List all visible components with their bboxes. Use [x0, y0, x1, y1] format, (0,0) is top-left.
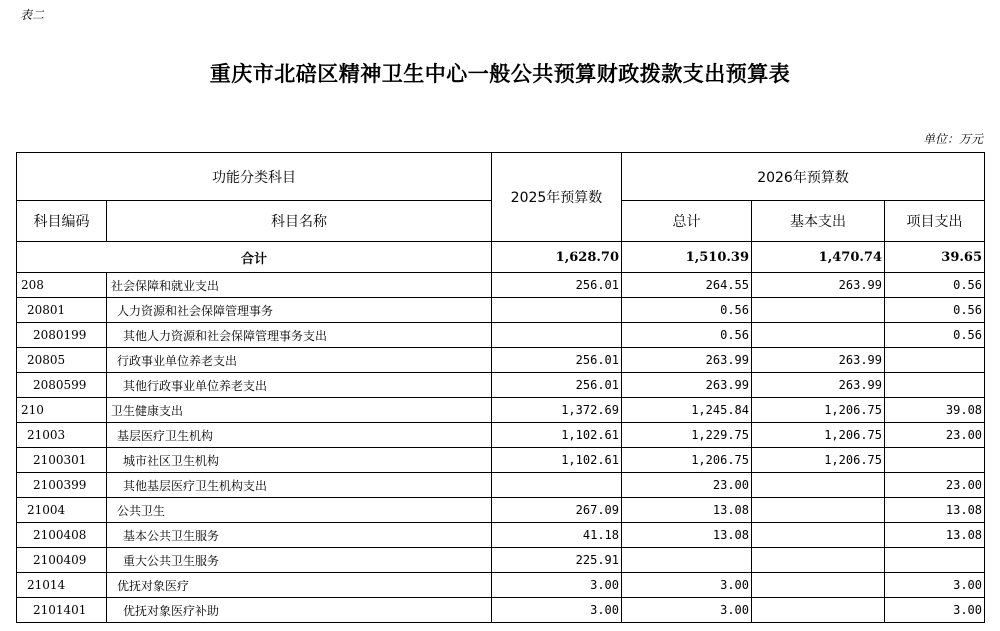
table-row	[17, 523, 985, 548]
row-project: 13.08	[885, 523, 985, 548]
page-title: 重庆市北碚区精神卫生中心一般公共预算财政拨款支出预算表	[209, 61, 791, 86]
row-code: 21003	[17, 423, 107, 448]
row-prev-budget: 3.00	[492, 598, 622, 623]
row-total: 0.56	[622, 298, 752, 323]
row-name: 其他行政事业单位养老支出	[107, 373, 492, 398]
row-basic: 263.99	[752, 348, 885, 373]
total-label: 合计	[17, 242, 492, 273]
row-name: 行政事业单位养老支出	[107, 348, 492, 373]
row-basic	[752, 548, 885, 573]
row-total: 1,245.84	[622, 398, 752, 423]
row-total: 263.99	[622, 348, 752, 373]
table-row	[17, 273, 985, 298]
row-project: 0.56	[885, 323, 985, 348]
project-header: 项目支出	[885, 201, 985, 242]
table-row	[17, 348, 985, 373]
cur-budget-header: 2026年预算数	[622, 153, 985, 201]
row-basic	[752, 298, 885, 323]
row-project	[885, 373, 985, 398]
total-total: 1,510.39	[622, 242, 752, 273]
row-basic	[752, 323, 885, 348]
row-prev-budget: 256.01	[492, 348, 622, 373]
total-project: 39.65	[885, 242, 985, 273]
name-header: 科目名称	[107, 201, 492, 242]
row-total: 1,206.75	[622, 448, 752, 473]
row-name: 优抚对象医疗补助	[107, 598, 492, 623]
row-basic	[752, 573, 885, 598]
row-code: 2080199	[17, 323, 107, 348]
row-total: 264.55	[622, 273, 752, 298]
table-row	[17, 398, 985, 423]
row-project: 0.56	[885, 298, 985, 323]
row-name: 社会保障和就业支出	[107, 273, 492, 298]
row-code: 21004	[17, 498, 107, 523]
row-code: 2080599	[17, 373, 107, 398]
row-total: 13.08	[622, 498, 752, 523]
row-basic	[752, 598, 885, 623]
total-row	[17, 242, 985, 273]
row-prev-budget: 3.00	[492, 573, 622, 598]
code-header: 科目编码	[17, 201, 107, 242]
row-basic: 1,206.75	[752, 398, 885, 423]
row-basic: 263.99	[752, 273, 885, 298]
row-total: 3.00	[622, 598, 752, 623]
total-basic: 1,470.74	[752, 242, 885, 273]
row-code: 2100301	[17, 448, 107, 473]
total-prev: 1,628.70	[492, 242, 622, 273]
row-project	[885, 348, 985, 373]
row-name: 城市社区卫生机构	[107, 448, 492, 473]
row-prev-budget: 225.91	[492, 548, 622, 573]
table-row	[17, 323, 985, 348]
row-prev-budget: 1,372.69	[492, 398, 622, 423]
table-row	[17, 473, 985, 498]
total-header: 总计	[622, 201, 752, 242]
row-project: 23.00	[885, 423, 985, 448]
row-name: 人力资源和社会保障管理事务	[107, 298, 492, 323]
row-project: 39.08	[885, 398, 985, 423]
row-code: 2100399	[17, 473, 107, 498]
row-basic	[752, 498, 885, 523]
prev-budget-header: 2025年预算数	[492, 153, 622, 242]
table-row	[17, 373, 985, 398]
row-total: 0.56	[622, 323, 752, 348]
row-project: 13.08	[885, 498, 985, 523]
row-code: 20805	[17, 348, 107, 373]
row-name: 重大公共卫生服务	[107, 548, 492, 573]
unit-label: 单位：万元	[922, 132, 983, 146]
table-row	[17, 598, 985, 623]
row-name: 其他基层医疗卫生机构支出	[107, 473, 492, 498]
row-code: 2101401	[17, 598, 107, 623]
row-project	[885, 548, 985, 573]
row-prev-budget: 267.09	[492, 498, 622, 523]
row-project: 3.00	[885, 598, 985, 623]
row-prev-budget: 1,102.61	[492, 423, 622, 448]
row-basic: 1,206.75	[752, 448, 885, 473]
row-project: 3.00	[885, 573, 985, 598]
table-row	[17, 498, 985, 523]
row-project: 0.56	[885, 273, 985, 298]
row-total: 3.00	[622, 573, 752, 598]
row-name: 优抚对象医疗	[107, 573, 492, 598]
row-prev-budget: 256.01	[492, 273, 622, 298]
table-row	[17, 448, 985, 473]
table-row	[17, 573, 985, 598]
row-basic	[752, 473, 885, 498]
row-name: 公共卫生	[107, 498, 492, 523]
row-total: 1,229.75	[622, 423, 752, 448]
row-total: 263.99	[622, 373, 752, 398]
basic-header: 基本支出	[752, 201, 885, 242]
table-row	[17, 423, 985, 448]
row-prev-budget: 256.01	[492, 373, 622, 398]
row-code: 2100408	[17, 523, 107, 548]
function-class-header: 功能分类科目	[17, 153, 492, 201]
row-code: 21014	[17, 573, 107, 598]
budget-table	[16, 152, 985, 623]
row-basic: 263.99	[752, 373, 885, 398]
row-project: 23.00	[885, 473, 985, 498]
row-code: 2100409	[17, 548, 107, 573]
row-total: 23.00	[622, 473, 752, 498]
row-prev-budget	[492, 473, 622, 498]
table-row	[17, 298, 985, 323]
row-name: 其他人力资源和社会保障管理事务支出	[107, 323, 492, 348]
row-basic	[752, 523, 885, 548]
row-code: 208	[17, 273, 107, 298]
row-prev-budget	[492, 298, 622, 323]
row-basic: 1,206.75	[752, 423, 885, 448]
row-name: 卫生健康支出	[107, 398, 492, 423]
row-prev-budget: 1,102.61	[492, 448, 622, 473]
table-number-tag: 表二	[20, 8, 45, 22]
row-code: 20801	[17, 298, 107, 323]
row-name: 基本公共卫生服务	[107, 523, 492, 548]
row-code: 210	[17, 398, 107, 423]
table-row	[17, 548, 985, 573]
row-total	[622, 548, 752, 573]
row-project	[885, 448, 985, 473]
row-total: 13.08	[622, 523, 752, 548]
row-name: 基层医疗卫生机构	[107, 423, 492, 448]
row-prev-budget: 41.18	[492, 523, 622, 548]
row-prev-budget	[492, 323, 622, 348]
